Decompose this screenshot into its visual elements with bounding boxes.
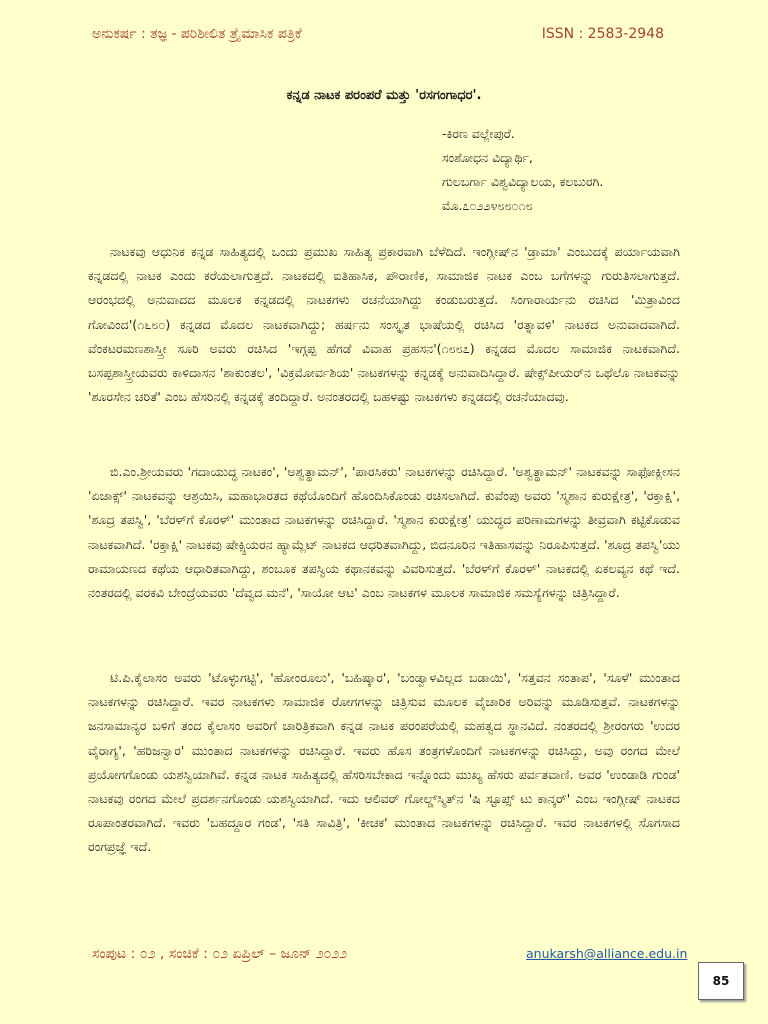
paragraph-2: ಬಿ.ಎಂ.ಶ್ರೀಯವರು 'ಗದಾಯುದ್ಧ ನಾಟಕಂ', 'ಅಶ್ವತ್ಥಾಮನ್', 'ಪಾರಸಿಕರು' ನಾಟಕಗಳನ್ನು ರಚಿಸಿದ್ದಾರೆ. 'ಅಶ್ವತ್ಥಾಮನ್' ನಾಟಕವನ್ನು ಸಾಫೋಕ್ಲೀಸನ 'ಏಜಾಕ್ಸ್' ನಾಟಕವನ್ನು ಆಶ್ರಯಿಸಿ, ಮಹಾಭಾರತದ ಕಥೆಯೊಂದಿಗೆ ಹೊಂದಿಸಿಕೊಂಡು ರಚಿಸಲಾಗಿದೆ. ಕುವೆಂಪು ಅವರು 'ಸ್ಮಶಾನ ಕುರುಕ್ಷೇತ್ರ', 'ರಕ್ತಾಕ್ಷಿ', 'ಶೂದ್ರ ತಪಸ್ವಿ', 'ಬೆರಳ್‌ಗೆ ಕೊರಳ್' ಮುಂತಾದ ನಾಟಕಗಳನ್ನು ರಚಿಸಿದ್ದಾರೆ. 'ಸ್ಮಶಾನ ಕುರುಕ್ಷೇತ್ರ' ಯುದ್ಧದ ಪರಿಣಾಮಗಳನ್ನು ತೀವ್ರವಾಗಿ ಕಟ್ಟಿಕೊಡುವ ನಾಟಕವಾಗಿದೆ. 'ರಕ್ತಾಕ್ಷಿ' ನಾಟಕವು ಷೇಕ್ಸ್ಪಿಯರನ ಹ್ಯಾಮ್ಲೆಟ್ ನಾಟಕದ ಆಧರಿತವಾಗಿದ್ದು, ಬಿದನೂರಿನ ಇತಿಹಾಸವನ್ನು ನಿರೂಪಿಸುತ್ತದೆ. 'ಶೂದ್ರ ತಪಸ್ವಿ'ಯು ರಾಮಾಯಣದ ಕಥೆಯ ಆಧಾರಿತವಾಗಿದ್ದು, ಶಂಬೂಕ ತಪಸ್ವಿಯ ಕಥಾನಕವನ್ನು ವಿವರಿಸುತ್ತದೆ. 'ಬೆರಳ್‌ಗೆ ಕೊರಳ್' ನಾಟಕದಲ್ಲಿ ಏಕಲವ್ಯನ ಕಥೆ ಇದೆ. ನಂತರದಲ್ಲಿ ವರಕವಿ ಬೇಂದ್ರೆಯವರು 'ದೆವ್ವದ ಮನೆ', 'ಸಾಯೋ ಆಟ' ಎಂಬ ನಾಟಕಗಳ ಮೂಲಕ ಸಾಮಾಜಿಕ ಸಮಸ್ಯೆಗಳನ್ನು ಚಿತ್ರಿಸಿದ್ದಾರೆ. [88, 464, 680, 601]
email-link[interactable]: anukarsh@alliance.edu.in [526, 946, 688, 961]
page-number-box [698, 962, 744, 1000]
author-phone: ಮೊ.೭೦೨೨೪೮೮೦೧೮ [442, 198, 533, 213]
issn-label: ISSN : 2583-2948 [541, 26, 664, 42]
journal-header [92, 26, 664, 42]
author-designation: ಸಂಶೋಧನ ವಿದ್ಯಾರ್ಥಿ, [442, 150, 533, 165]
journal-name: ಅನುಕರ್ಷ : ತಜ್ಞ - ಪರಿಶೀಲಿತ ತ್ರೈಮಾಸಿಕ ಪತ್ರಿಕೆ [92, 26, 302, 42]
paragraph-1: ನಾಟಕವು ಆಧುನಿಕ ಕನ್ನಡ ಸಾಹಿತ್ಯದಲ್ಲಿ ಒಂದು ಪ್ರಮುಖ ಸಾಹಿತ್ಯ ಪ್ರಕಾರವಾಗಿ ಬೆಳೆದಿದೆ. ಇಂಗ್ಲೀಷ್‌ನ 'ಡ್ರಾಮಾ' ಎಂಬುದಕ್ಕೆ ಪರ್ಯಾಯವಾಗಿ ಕನ್ನಡದಲ್ಲಿ ನಾಟಕ ಎಂದು ಕರೆಯಲಾಗುತ್ತದೆ. ನಾಟಕದಲ್ಲಿ ಐತಿಹಾಸಿಕ, ಪೌರಾಣಿಕ, ಸಾಮಾಜಿಕ ನಾಟಕ ಎಂಬ ಬಗೆಗಳನ್ನು ಗುರುತಿಸಲಾಗುತ್ತದೆ. ಆರಂಭದಲ್ಲಿ ಅನುವಾದದ ಮೂಲಕ ಕನ್ನಡದಲ್ಲಿ ನಾಟಕಗಳು ರಚನೆಯಾಗಿದ್ದು ಕಂಡುಬರುತ್ತದೆ. ಸಿಂಗಾರಾರ್ಯನು ರಚಿಸಿದ 'ಮಿತ್ರಾವಿಂದ ಗೋವಿಂದ'(೧೬೮೦) ಕನ್ನಡದ ಮೊದಲ ನಾಟಕವಾಗಿದ್ದು; ಹರ್ಷನು ಸಂಸ್ಕೃತ ಭಾಷೆಯಲ್ಲಿ ರಚಿಸಿದ 'ರತ್ನಾವಳಿ' ನಾಟಕದ ಅನುವಾದವಾಗಿದೆ. ವೆಂಕಟರಮಣಶಾಸ್ತ್ರೀ ಸೂರಿ ಅವರು ರಚಿಸಿದ 'ಇಗ್ಗಪ್ಪ ಹೆಗಡೆ ವಿವಾಹ ಪ್ರಹಸನ'(೧೮೮೭) ಕನ್ನಡದ ಮೊದಲ ಸಾಮಾಜಿಕ ನಾಟಕವಾಗಿದೆ. ಬಸಪ್ಪಶಾಸ್ತ್ರೀಯವರು ಕಾಳಿದಾಸನ 'ಶಾಕುಂತಲ', 'ವಿಕ್ರಮೋರ್ವಶಿಯ' ನಾಟಕಗಳನ್ನು ಕನ್ನಡಕ್ಕೆ ಅನುವಾದಿಸಿದ್ದಾರೆ. ಷೇಕ್ಸ್‌ಪೀಯರ್‌ನ ಒಥೆಲೊ ನಾಟಕವನ್ನು 'ಶೂರಸೇನ ಚರಿತೆ' ಎಂಬ ಹೆಸರಿನಲ್ಲಿ ಕನ್ನಡಕ್ಕೆ ತಂದಿದ್ದಾರೆ. ಅನಂತರದಲ್ಲಿ ಬಹಳಷ್ಟು ನಾಟಕಗಳು ಕನ್ನಡದಲ್ಲಿ ರಚನೆಯಾದವು. [88, 244, 680, 405]
paragraph-3: ಟಿ.ಪಿ.ಕೈಲಾಸಂ ಅವರು 'ಟೊಳ್ಳುಗಟ್ಟಿ', 'ಹೋಂರೂಲು', 'ಬಹಿಷ್ಕಾರ', 'ಬಂಡ್ವಾಳವಿಲ್ಲದ ಬಡಾಯಿ', 'ಸತ್ತವನ ಸಂತಾಪ', 'ಸೂಳೆ' ಮುಂತಾದ ನಾಟಕಗಳನ್ನು ರಚಿಸಿದ್ದಾರೆ. ಇವರ ನಾಟಕಗಳು ಸಾಮಾಜಿಕ ರೋಗಗಳನ್ನು ಚಿತ್ರಿಸುವ ಮೂಲಕ ವೈಚಾರಿಕ ಅರಿವನ್ನು ಮೂಡಿಸುತ್ತವೆ. ನಾಟಕಗಳನ್ನು ಜನಸಾಮಾನ್ಯರ ಬಳಿಗೆ ತಂದ ಕೈಲಾಸಂ ಅವರಿಗೆ ಚಾರಿತ್ರಿಕವಾಗಿ ಕನ್ನಡ ನಾಟಕ ಪರಂಪರೆಯಲ್ಲಿ ಮಹತ್ವದ ಸ್ಥಾನವಿದೆ. ನಂತರದಲ್ಲಿ ಶ್ರೀರಂಗರು 'ಉದರ ವೈರಾಗ್ಯ', 'ಹರಿಜನ್ವಾರ' ಮುಂತಾದ ನಾಟಕಗಳನ್ನು ರಚಿಸಿದ್ದಾರೆ. ಇವರು ಹೊಸ ತಂತ್ರಗಳೊಂದಿಗೆ ನಾಟಕಗಳನ್ನು ರಚಿಸಿದ್ದು, ಅವು ರಂಗದ ಮೇಲೆ ಪ್ರಯೋಗಗೊಂಡು ಯಶಸ್ವಿಯಾಗಿವೆ. ಕನ್ನಡ ನಾಟಕ ಸಾಹಿತ್ಯದಲ್ಲಿ ಹೆಸರಿಸಬೇಕಾದ ಇನ್ನೊಂದು ಮುಖ್ಯ ಹೆಸರು ಪರ್ವತವಾಣಿ. ಅವರ 'ಉಂಡಾಡಿ ಗುಂಡ' ನಾಟಕವು ರಂಗದ ಮೇಲೆ ಪ್ರದರ್ಶನಗೊಂಡು ಯಶಸ್ವಿಯಾಗಿದೆ. ಇದು ಆಲಿವರ್ ಗೋಲ್ಡ್‌ಸ್ಮಿತ್‌ನ 'ಷಿ ಸ್ಟೂಪ್ಸ್ ಟು ಕಾನ್ಕರ್' ಎಂಬ ಇಂಗ್ಲೀಷ್ ನಾಟಕದ ರೂಪಾಂತರವಾಗಿದೆ. ಇವರು 'ಬಹದ್ದೂರ ಗಂಡ', 'ಸತಿ ಸಾವಿತ್ರಿ', 'ಕೀಚಕ' ಮುಂತಾದ ನಾಟಕಗಳನ್ನು ರಚಿಸಿದ್ದಾರೆ. ಇವರ ನಾಟಕಗಳಲ್ಲಿ ಸೊಗಸಾದ ರಂಗಪ್ರಜ್ಞೆ ಇದೆ. [88, 670, 680, 855]
author-affiliation: ಗುಲಬರ್ಗಾ ವಿಶ್ವವಿದ್ಯಾಲಯ, ಕಲಬುರಗಿ. [442, 174, 604, 189]
article-title: ಕನ್ನಡ ನಾಟಕ ಪರಂಪರೆ ಮತ್ತು 'ರಸಗಂಗಾಧರ'. [286, 88, 482, 103]
volume-issue-label: ಸಂಪುಟ : ೦೨ , ಸಂಚಿಕೆ : ೦೨ ಏಪ್ರಿಲ್ – ಜೂನ್ ೨೦೨೨ [92, 946, 348, 962]
author-block [442, 122, 603, 218]
author-name: -ಕಿರಣ ವಲ್ಲೇಪುರೆ. [442, 126, 515, 141]
page-number: 85 [712, 974, 730, 988]
